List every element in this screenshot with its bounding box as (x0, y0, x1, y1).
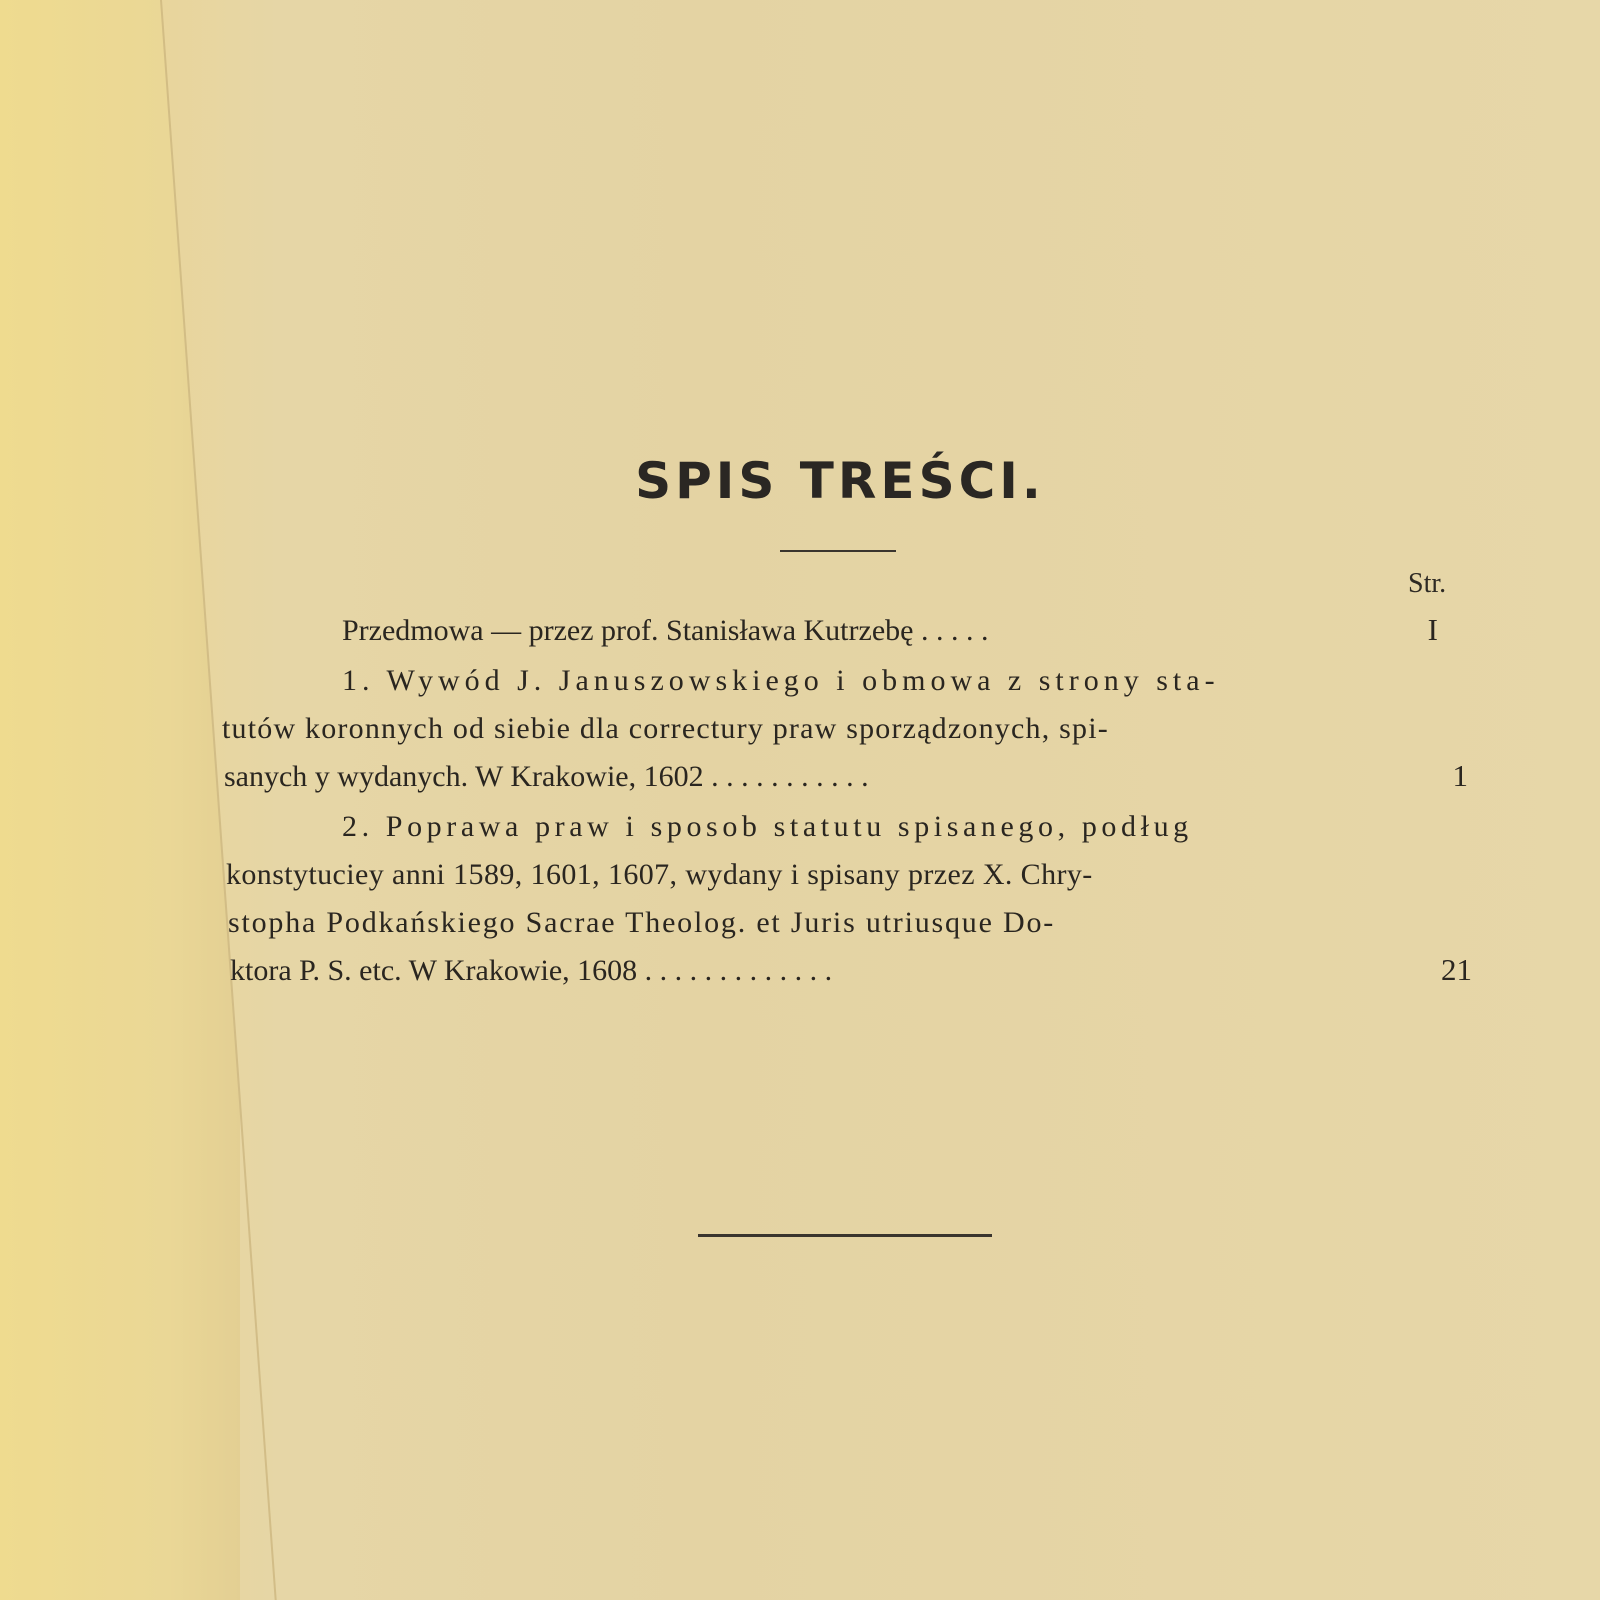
toc-entry-2-line-2: konstytuciey anni 1589, 1601, 1607, wydany i spisany przez X. Chry- (226, 858, 1093, 891)
toc-entry-2-page: 21 (1441, 952, 1472, 987)
title-rule (780, 550, 896, 552)
toc-entry-1-line-1: 1. Wywód J. Januszowskiego i obmowa z strony sta- (342, 664, 1220, 697)
toc-entry-2-line-1: 2. Poprawa praw i sposob statutu spisanego, podług (342, 810, 1193, 843)
toc-entry-2-line-4: ktora P. S. etc. W Krakowie, 1608 . . . . . . . . . . . . . (230, 954, 833, 987)
page-column-header: Str. (1408, 568, 1447, 599)
toc-entry-2-line-3: stopha Podkańskiego Sacrae Theolog. et Juris utriusque Do- (228, 906, 1056, 939)
toc-entry-1-line-2: tutów koronnych od siebie dla correctury praw sporządzonych, spi- (222, 712, 1109, 745)
toc-entry-preface-line: Przedmowa — przez prof. Stanisława Kutrzebę . . . . . (342, 614, 989, 647)
toc-entry-1-page: 1 (1452, 758, 1468, 793)
toc-entry-1-line-3: sanych y wydanych. W Krakowie, 1602 . . . . . . . . . . . (224, 760, 869, 793)
end-rule (698, 1234, 992, 1237)
toc-entry-preface-page: I (1427, 612, 1438, 647)
page-title: SPIS TREŚCI. (635, 452, 1045, 510)
